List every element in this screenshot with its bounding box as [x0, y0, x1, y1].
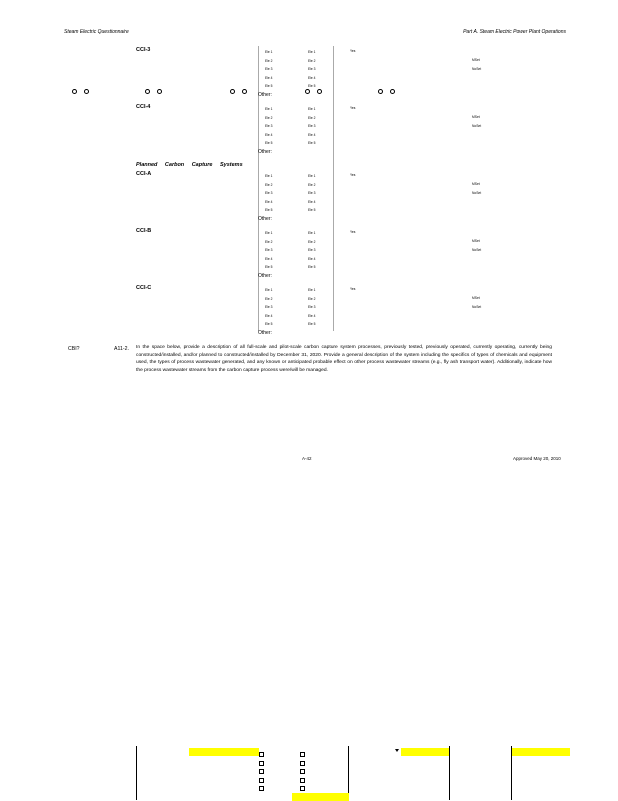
- system-code: CCI-3: [136, 47, 151, 53]
- highlight-cell[interactable]: [512, 748, 570, 756]
- system-code: CCI-4: [136, 104, 151, 110]
- column-divider: [333, 46, 334, 331]
- radio-circle[interactable]: [230, 89, 235, 94]
- page-number: A-42: [302, 456, 312, 461]
- other-label: Other:: [258, 216, 272, 222]
- radio-circle[interactable]: [305, 89, 310, 94]
- option-col1[interactable]: Ele 5: [265, 322, 273, 327]
- option-col4[interactable]: MSet: [472, 115, 480, 119]
- option-col1[interactable]: Ele 1: [265, 107, 273, 111]
- option-col2[interactable]: Ele 4: [308, 256, 316, 261]
- radio-circle[interactable]: [157, 89, 162, 94]
- option-col2[interactable]: Ele 4: [308, 75, 316, 80]
- option-col2[interactable]: Ele 5: [308, 265, 316, 270]
- option-col3[interactable]: Yes: [350, 106, 356, 110]
- radio-circle[interactable]: [390, 89, 395, 94]
- option-col4[interactable]: NoSet: [472, 66, 482, 71]
- option-col2[interactable]: Ele 5: [308, 141, 316, 146]
- checkbox[interactable]: [300, 761, 305, 766]
- option-col1[interactable]: Ele 3: [265, 191, 273, 196]
- option-col4[interactable]: MSet: [472, 296, 480, 300]
- option-col2[interactable]: Ele 1: [308, 50, 316, 54]
- option-col2[interactable]: Ele 1: [308, 231, 316, 235]
- other-label: Other:: [258, 92, 272, 98]
- option-col1[interactable]: Ele 4: [265, 313, 273, 318]
- option-col4[interactable]: MSet: [472, 239, 480, 243]
- option-col1[interactable]: Ele 5: [265, 208, 273, 213]
- option-col1[interactable]: Ele 5: [265, 141, 273, 146]
- option-col3[interactable]: Yes: [350, 49, 356, 53]
- option-col2[interactable]: Ele 1: [308, 288, 316, 292]
- radio-circle[interactable]: [242, 89, 247, 94]
- option-col1[interactable]: Ele 1: [265, 50, 273, 54]
- question-text: In the space below, provide a description of all full-scale and pilot-scale carbon capture system processes, previously tested, previously operated, currently operating, currently being constructed/installed, and/or planned to constructed/installed by December 31, 2020. Provide a general description of the system including the specifics of types of chemicals and equipment used, the types of process wastewater generated, and any known or anticipated probable effect on other process wastewater streams (e.g., fly ash transport water). Additionally, indicate how the process wastewater streams from the carbon capture process were/will be managed.: [136, 345, 552, 373]
- option-col2[interactable]: Ele 3: [308, 305, 316, 310]
- option-col2[interactable]: Ele 2: [308, 58, 316, 63]
- option-col2[interactable]: Ele 2: [308, 239, 316, 244]
- checkbox[interactable]: [259, 786, 264, 791]
- option-col3[interactable]: Yes: [350, 173, 356, 177]
- checkbox[interactable]: [259, 769, 264, 774]
- option-col2[interactable]: Ele 4: [308, 132, 316, 137]
- dropdown-arrow-icon[interactable]: [395, 749, 399, 752]
- option-col4[interactable]: NoSet: [472, 304, 482, 309]
- header-left: Steam Electric Questionnaire: [64, 29, 129, 35]
- option-col2[interactable]: Ele 1: [308, 174, 316, 178]
- option-col1[interactable]: Ele 2: [265, 182, 273, 187]
- highlight-cell[interactable]: [189, 748, 259, 756]
- option-col1[interactable]: Ele 1: [265, 174, 273, 178]
- radio-circle[interactable]: [84, 89, 89, 94]
- option-col3[interactable]: Yes: [350, 287, 356, 291]
- option-col4[interactable]: MSet: [472, 182, 480, 186]
- option-col1[interactable]: Ele 4: [265, 132, 273, 137]
- checkbox[interactable]: [259, 752, 264, 757]
- checkbox[interactable]: [300, 769, 305, 774]
- option-col1[interactable]: Ele 1: [265, 288, 273, 292]
- option-col2[interactable]: Ele 2: [308, 296, 316, 301]
- checkbox[interactable]: [300, 752, 305, 757]
- other-label: Other:: [258, 149, 272, 155]
- option-col1[interactable]: Ele 5: [265, 84, 273, 89]
- grid-line: [136, 746, 137, 800]
- option-col1[interactable]: Ele 1: [265, 231, 273, 235]
- option-col2[interactable]: Ele 1: [308, 107, 316, 111]
- option-col1[interactable]: Ele 2: [265, 239, 273, 244]
- option-col2[interactable]: Ele 5: [308, 84, 316, 89]
- option-col1[interactable]: Ele 2: [265, 115, 273, 120]
- option-col3[interactable]: Yes: [350, 230, 356, 234]
- option-col2[interactable]: Ele 2: [308, 182, 316, 187]
- option-col2[interactable]: Ele 2: [308, 115, 316, 120]
- question-number: A11-2.: [114, 346, 129, 352]
- highlight-cell[interactable]: [401, 748, 449, 756]
- system-code: CCI-B: [136, 228, 152, 234]
- option-col2[interactable]: Ele 3: [308, 124, 316, 129]
- option-col1[interactable]: Ele 2: [265, 296, 273, 301]
- system-code: CCI-A: [136, 171, 152, 177]
- grid-line: [348, 746, 349, 800]
- checkbox[interactable]: [300, 786, 305, 791]
- option-col4[interactable]: MSet: [472, 58, 480, 62]
- checkbox[interactable]: [259, 778, 264, 783]
- option-col4[interactable]: NoSet: [472, 123, 482, 128]
- system-code: CCI-C: [136, 285, 152, 291]
- radio-circle[interactable]: [378, 89, 383, 94]
- option-col1[interactable]: Ele 3: [265, 67, 273, 72]
- section-heading: Planned Carbon Capture Systems: [136, 162, 243, 168]
- option-col1[interactable]: Ele 4: [265, 75, 273, 80]
- grid-line: [449, 746, 450, 800]
- other-label: Other:: [258, 273, 272, 279]
- option-col2[interactable]: Ele 3: [308, 67, 316, 72]
- option-col1[interactable]: Ele 2: [265, 58, 273, 63]
- approval-date: Approved May 20, 2010: [513, 456, 561, 461]
- checkbox[interactable]: [300, 778, 305, 783]
- option-col2[interactable]: Ele 5: [308, 322, 316, 327]
- checkbox[interactable]: [259, 761, 264, 766]
- column-divider: [258, 46, 259, 331]
- option-col1[interactable]: Ele 5: [265, 265, 273, 270]
- radio-circle[interactable]: [317, 89, 322, 94]
- option-col2[interactable]: Ele 5: [308, 208, 316, 213]
- cbi-label: CBI?: [68, 346, 80, 352]
- option-col4[interactable]: NoSet: [472, 247, 482, 252]
- option-col4[interactable]: NoSet: [472, 190, 482, 195]
- option-col2[interactable]: Ele 4: [308, 199, 316, 204]
- radio-circle[interactable]: [72, 89, 77, 94]
- other-label: Other:: [258, 330, 272, 336]
- option-col1[interactable]: Ele 3: [265, 305, 273, 310]
- option-col1[interactable]: Ele 3: [265, 124, 273, 129]
- option-col1[interactable]: Ele 4: [265, 199, 273, 204]
- option-col2[interactable]: Ele 3: [308, 248, 316, 253]
- option-col2[interactable]: Ele 3: [308, 191, 316, 196]
- header-right: Part A. Steam Electric Power Plant Operations: [463, 29, 566, 35]
- radio-circle[interactable]: [145, 89, 150, 94]
- option-col1[interactable]: Ele 4: [265, 256, 273, 261]
- option-col2[interactable]: Ele 4: [308, 313, 316, 318]
- option-col1[interactable]: Ele 3: [265, 248, 273, 253]
